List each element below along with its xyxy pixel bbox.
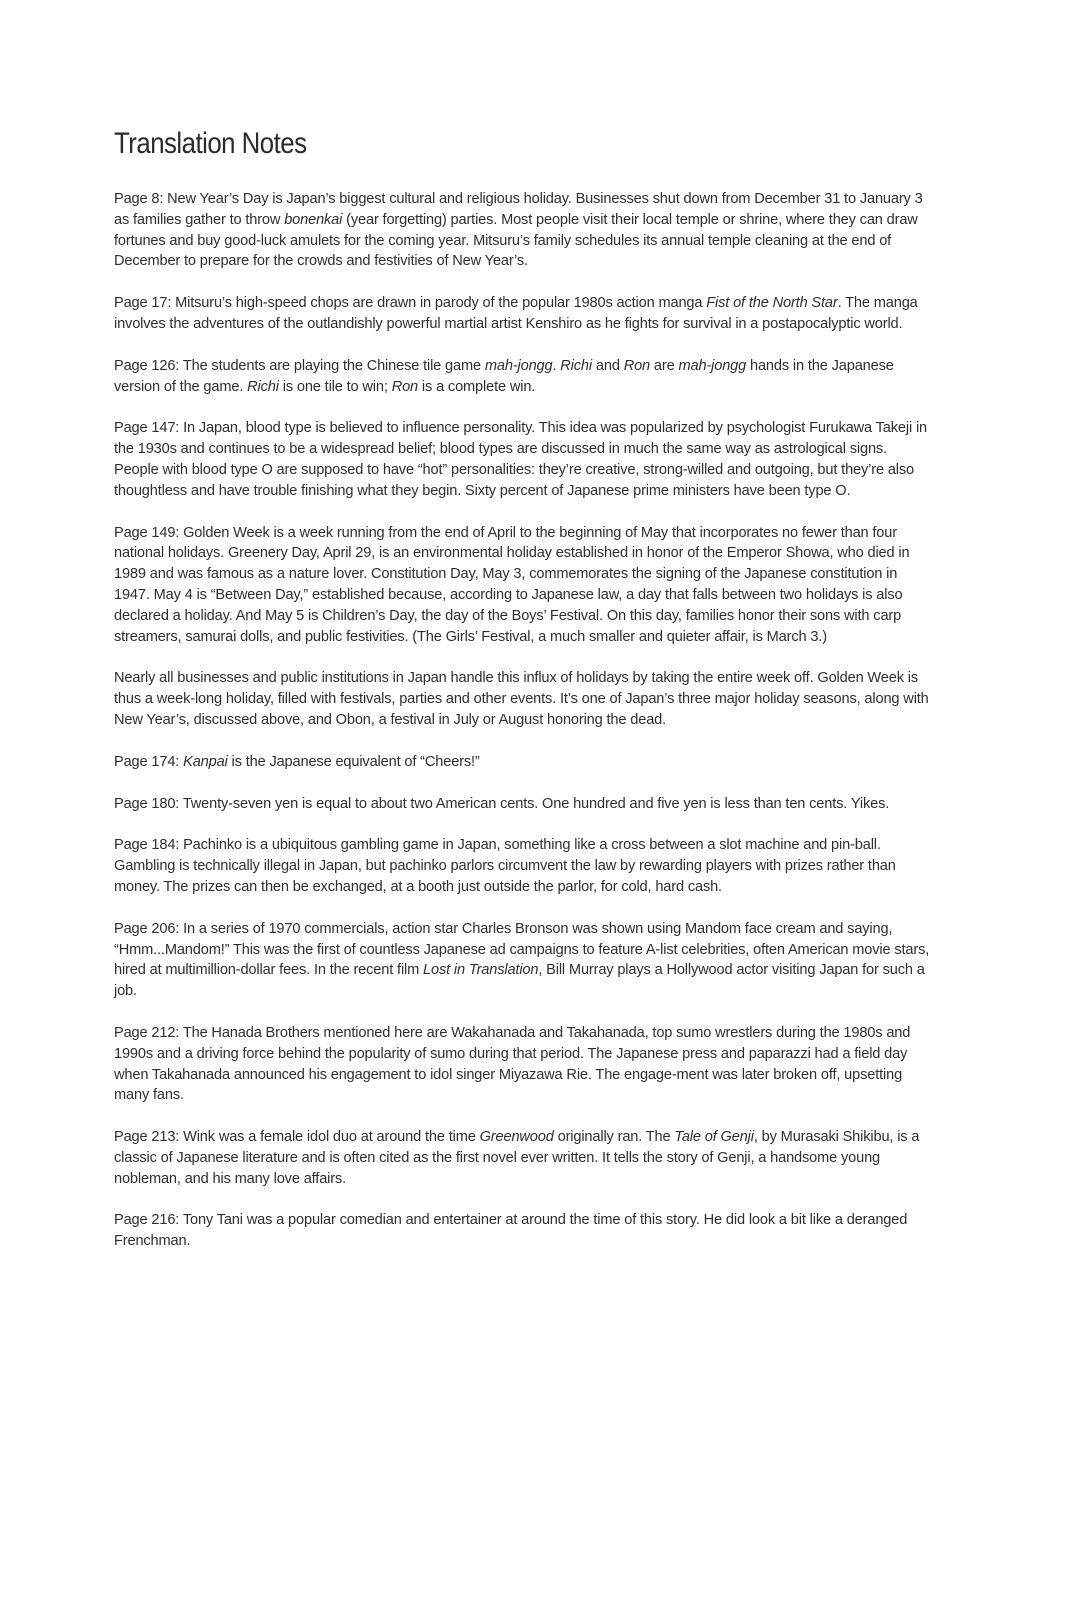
note-text: . The manga involves the adventures of the outlandishly powerful martial artist Kenshiro as he fights for survival in a postapocalyptic world. [114,295,918,332]
note-text: Page 212: The Hanada Brothers mentioned here are Wakahanada and Takahanada, top sumo wrestlers during the 1980s and 1990s and a driving force behind the popularity of sumo during that period. The Japanese press and paparazzi had a field day when Takahanada announced his engagement to idol singer Miyazawa Rie. The engage-ment was later broken off, upsetting many fans. [114,1024,911,1104]
note-italic-term: Richi [247,378,279,395]
note-italic-term: bonenkai [284,211,343,228]
note-text: Page 17: Mitsuru’s high-speed chops are drawn in parody of the popular 1980s action manga [114,295,707,312]
note-text: (year forgetting) parties. Most people visit their local temple or shrine, where they can draw fortunes and buy good-luck amulets for the coming year. Mitsuru’s family schedules its annual temple cleaning at the end of December to prepare for the crowds and festivities of New Year’s. [114,211,918,270]
note-paragraph [114,523,932,648]
note-text: , Bill Murray plays a Hollywood actor visiting Japan for such a job. [114,962,925,1000]
note-paragraph [114,418,932,501]
note-text: is a complete win. [418,378,536,395]
note-paragraph [114,293,932,335]
note-italic-term: Lost in Translation [423,962,539,979]
note-text: is the Japanese equivalent of “Cheers!” [227,753,480,770]
note-text: hands in the Japanese version of the game. [114,357,894,395]
note-paragraph [114,668,932,730]
note-text: Page 126: The students are playing the Chinese tile game [114,357,485,374]
note-text: originally ran. The [553,1129,675,1146]
note-text: Page 174: [114,753,184,770]
note-italic-term: Ron [623,357,651,374]
note-text: Page 216: Tony Tani was a popular comedian and entertainer at around the time of this story. He did look a bit like a deranged Frenchman. [114,1212,908,1250]
note-paragraph [114,1210,932,1252]
note-italic-term: Richi [560,357,592,374]
note-text: , by Murasaki Shikibu, is a classic of Japanese literature and is often cited as the first novel ever written. It tells the story of Genji, a handsome young nobleman, and his many love affairs. [114,1129,920,1187]
note-italic-term: mah-jongg [678,357,747,374]
note-text: is one tile to win; [278,378,392,395]
note-paragraph [114,794,932,815]
note-italic-term: Kanpai [183,753,228,770]
note-paragraph [114,356,932,398]
note-paragraph [114,835,932,897]
note-italic-term: mah-jongg [484,357,553,374]
note-text: . [552,357,561,374]
note-text: are [650,357,679,374]
notes-list [114,189,932,1252]
note-text: Page 184: Pachinko is a ubiquitous gambling game in Japan, something like a cross between a slot machine and pin-ball. Gambling is technically illegal in Japan, but pachinko parlors circumvent the law by rewarding players with prizes rather than money. The prizes can then be exchanged, at a booth just outside the parlor, for cold, hard cash. [114,837,896,895]
note-text: Page 213: Wink was a female idol duo at around the time [114,1129,480,1146]
note-italic-term: Greenwood [479,1129,554,1146]
note-text: Page 8: New Year’s Day is Japan’s biggest cultural and religious holiday. Businesses shut down from December 31 to January 3 as families gather to throw [114,191,923,228]
note-text: Page 206: In a series of 1970 commercials, action star Charles Bronson was shown using Mandom face cream and saying, “Hmm...Mandom!” This was the first of countless Japanese ad campaigns to feature A-list celebrities, often American movie stars, hired at multimillion-dollar fees. In the recent film [114,920,930,979]
page-title: Translation Notes [114,127,307,160]
note-text: and [591,357,624,374]
note-paragraph [114,189,932,272]
note-paragraph [114,1023,932,1106]
note-italic-term: Ron [391,378,419,395]
note-paragraph [114,752,932,773]
note-paragraph [114,919,932,1002]
note-text: Page 147: In Japan, blood type is believed to influence personality. This idea was popularized by psychologist Furukawa Takeji in the 1930s and continues to be a widespread belief; blood types are discussed in much the same way as astrological signs. People with blood type O are supposed to have “hot” personalities: they’re creative, strong-willed and outgoing, but they’re also thoughtless and have trouble finishing what they begin. Sixty percent of Japanese prime ministers have been type O. [114,420,927,499]
note-italic-term: Tale of Genji [674,1129,754,1146]
translation-notes-page [114,124,932,1273]
note-text: Page 149: Golden Week is a week running from the end of April to the beginning of May that incorporates no fewer than four national holidays. Greenery Day, April 29, is an environmental holiday established in honor of the Emperor Showa, who died in 1989 and was famous as a nature lover. Constitution Day, May 3, commemorates the signing of the Japanese constitution in 1947. May 4 is “Between Day,” established because, according to Japanese law, a day that falls between two holidays is also declared a holiday. And May 5 is Children’s Day, the day of the Boys’ Festival. On this day, families honor their sons with carp streamers, samurai dolls, and public festivities. (The Girls’ Festival, a much smaller and quieter affair, is March 3.) [114,524,910,645]
note-text: Nearly all businesses and public institutions in Japan handle this influx of holidays by taking the entire week off. Golden Week is thus a week-long holiday, filled with festivals, parties and other events. It’s one of Japan’s three major holiday seasons, along with New Year’s, discussed above, and Obon, a festival in July or August honoring the dead. [114,670,929,728]
note-text: Page 180: Twenty-seven yen is equal to about two American cents. One hundred and five yen is less than ten cents. Yikes. [114,795,890,812]
note-italic-term: Fist of the North Star [706,295,838,312]
note-paragraph [114,1127,932,1189]
